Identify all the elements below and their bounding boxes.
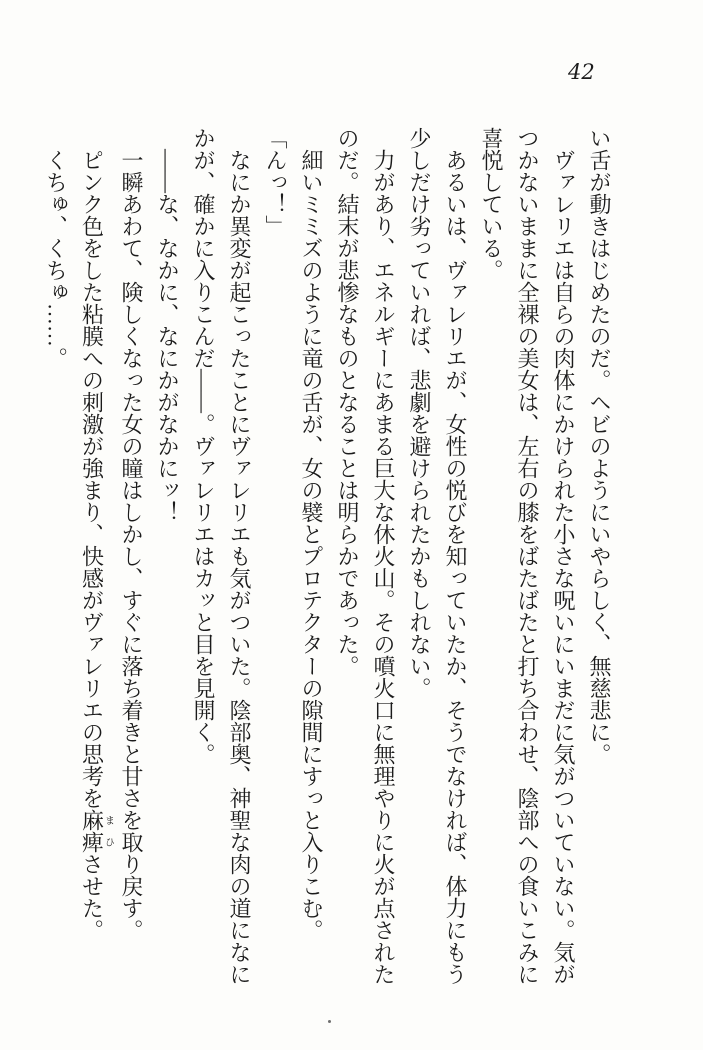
text-run: ピンク色をした粘膜への刺激が強まり、快感がヴァレリエの思考を: [79, 149, 105, 809]
paragraph: い舌が動きはじめたのだ。ヘビのようにいやらしく、無慈悲に。: [587, 127, 612, 765]
paragraph: 力があり、エネルギーにあまる巨大な休火山。その噴火口に無理やりに火が点されたのだ。結末が悲惨なものとなることは明らかであった。: [335, 127, 396, 985]
paragraph: 細いミミズのように竜の舌が、女の襞とプロテクターの隙間にすっと入りこむ。: [299, 149, 324, 941]
paragraph: [74, 127, 114, 989]
paragraph: ヴァレリエは自らの肉体にかけられた小さな呪いにいまだに気がついていない。気がつかないままに全裸の美女は、左右の膝をばたばたと打ち合わせ、陰部への食いこみに喜悦している。: [479, 127, 576, 985]
ruby-base: 麻痺: [79, 809, 105, 853]
paragraph-dialogue: 「んっ！」: [263, 127, 288, 237]
body-text-block: [38, 127, 618, 989]
paragraph: あるいは、ヴァレリエが、女性の悦びを知っていたか、そうでなければ、体力にもう少しだけ劣っていれば、悲劇を避けられたかもしれない。: [407, 127, 468, 985]
ruby-word: [79, 809, 114, 853]
furigana: まひ: [102, 809, 114, 853]
print-speck: [328, 1020, 331, 1023]
paragraph: 一瞬あわて、険しくなった女の瞳はしかし、すぐに落ち着きと甘さを取り戻す。: [119, 149, 144, 941]
text-run: させた。: [79, 853, 105, 941]
paragraph: なにか異変が起こったことにヴァレリエも気がついた。陰部奥、神聖な肉の道になにかが、確かに入りこんだ——。ヴァレリエはカッと目を見開く。: [191, 127, 252, 985]
paragraph: くちゅ、くちゅ……。: [43, 149, 69, 369]
page-number: 42: [568, 60, 595, 84]
paragraph-dialogue: ——な、なかに、なにかがなかにッ！: [155, 149, 180, 523]
